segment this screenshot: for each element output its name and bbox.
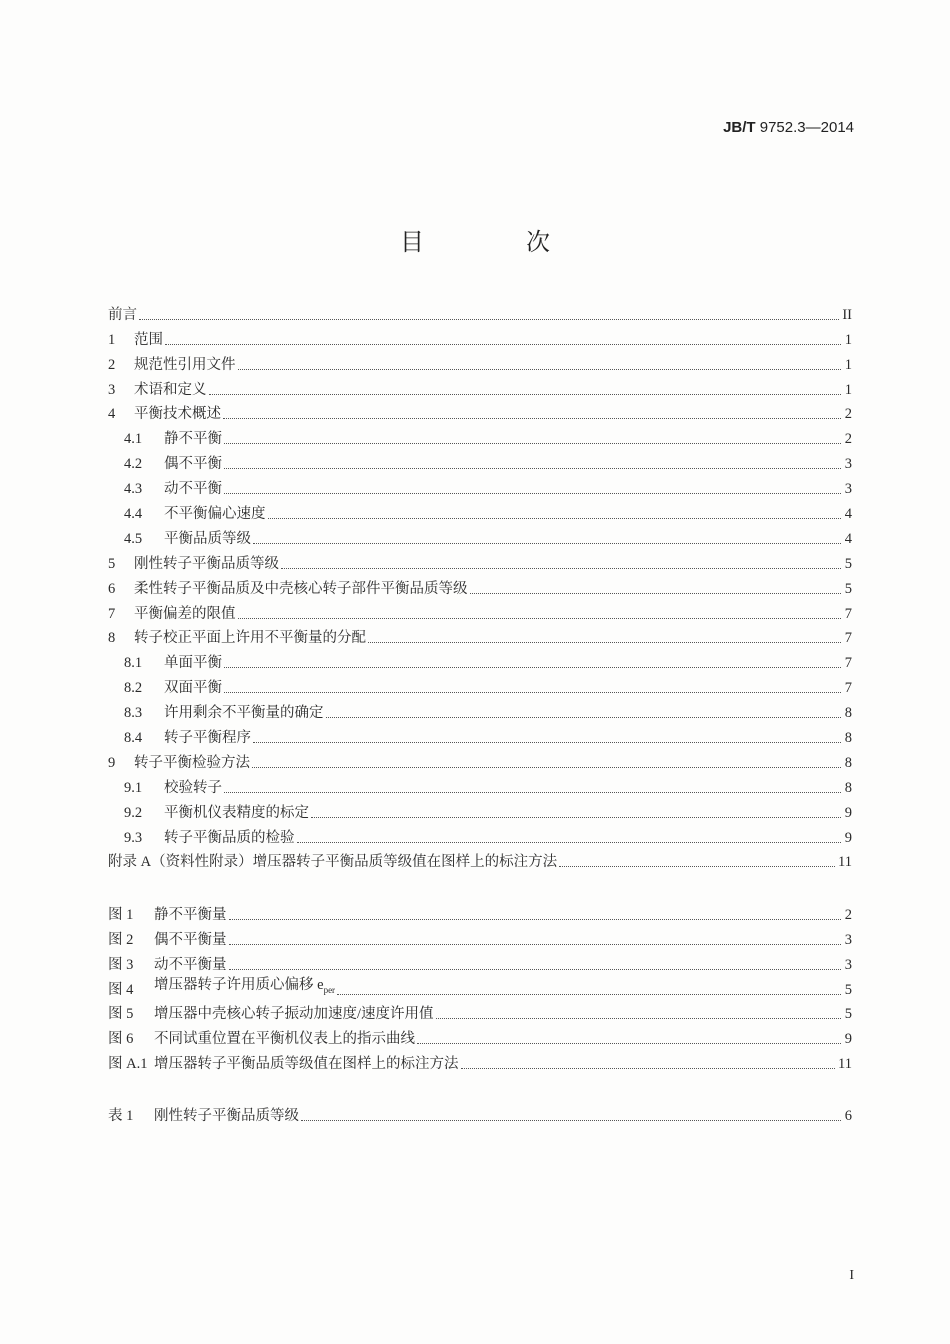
entry-page-number: 6 [844, 1107, 852, 1124]
standard-number [723, 119, 854, 136]
dot-leader [224, 493, 841, 494]
entry-label-text: 偶不平衡量 [154, 931, 227, 948]
dot-leader [417, 1043, 841, 1044]
entry-label [134, 405, 221, 423]
entry-label-text: 范围 [134, 331, 163, 348]
dot-leader [229, 919, 842, 920]
entry-label [164, 480, 222, 498]
dot-leader [238, 369, 842, 370]
dot-leader [326, 717, 842, 718]
entry-label [154, 1030, 415, 1048]
entry-label [164, 804, 309, 822]
figure-entry[interactable] [108, 899, 852, 924]
entry-label [154, 1055, 459, 1073]
entry-label [164, 455, 222, 473]
entry-label [154, 1005, 434, 1023]
entry-page-number: 2 [844, 431, 852, 448]
entry-number: 图 A.1 [108, 1056, 148, 1073]
entry-number: 4.4 [124, 506, 143, 523]
entry-label [164, 505, 266, 523]
entry-number: 图 4 [108, 981, 134, 998]
entry-page-number: 9 [844, 829, 852, 846]
toc-entry[interactable] [108, 523, 852, 548]
entry-page-number: 5 [844, 1006, 852, 1023]
entry-label-text: 转子平衡检验方法 [134, 754, 250, 771]
dot-leader [229, 969, 842, 970]
toc-entry[interactable] [108, 747, 852, 772]
standard-prefix: JB/T [723, 119, 756, 136]
entry-page-number: 9 [844, 1031, 852, 1048]
figure-entry[interactable] [108, 949, 852, 974]
entry-page-number: 8 [844, 779, 852, 796]
table-entry[interactable] [108, 1100, 852, 1125]
dot-leader [368, 642, 841, 643]
entry-page-number: 8 [844, 705, 852, 722]
entry-label-text: 校验转子 [164, 779, 222, 796]
entry-number: 图 5 [108, 1006, 134, 1023]
entry-number: 1 [108, 331, 116, 348]
dot-leader [436, 1018, 841, 1019]
dot-leader [252, 767, 841, 768]
entry-page-number: 11 [838, 854, 852, 871]
table-list [108, 1100, 852, 1125]
toc-list [108, 299, 852, 871]
entry-number: 9.2 [124, 804, 143, 821]
entry-page-number: 3 [844, 456, 852, 473]
entry-label-text: 双面平衡 [164, 680, 222, 697]
entry-page-number: 2 [844, 906, 852, 923]
entry-label-text: 刚性转子平衡品质等级 [134, 555, 279, 572]
entry-label-text: 增压器转子平衡品质等级值在图样上的标注方法 [154, 1056, 459, 1073]
dot-leader [139, 319, 839, 320]
entry-label-text: 附录 A（资料性附录）增压器转子平衡品质等级值在图样上的标注方法 [108, 854, 558, 871]
entry-number: 4.2 [124, 456, 143, 473]
entry-page-number: 8 [844, 754, 852, 771]
entry-page-number: 8 [844, 730, 852, 747]
entry-label [154, 906, 227, 924]
toc-entry[interactable] [108, 672, 852, 697]
entry-page-number: 11 [838, 1056, 852, 1073]
entry-label-text: 增压器中壳核心转子振动加速度/速度许用值 [154, 1006, 434, 1023]
entry-label [134, 754, 250, 772]
entry-label [164, 779, 222, 797]
entry-page-number: 3 [844, 931, 852, 948]
dot-leader [337, 994, 841, 995]
entry-label [134, 629, 366, 647]
toc-entry[interactable] [108, 498, 852, 523]
toc-entry[interactable] [108, 448, 852, 473]
entry-label-text: 不平衡偏心速度 [164, 506, 266, 523]
figure-entry[interactable] [108, 1023, 852, 1048]
entry-label [154, 931, 227, 949]
entry-label [134, 605, 236, 623]
figure-entry[interactable] [108, 999, 852, 1024]
entry-number: 图 6 [108, 1031, 134, 1048]
toc-entry[interactable] [108, 797, 852, 822]
entry-number: 4.3 [124, 481, 143, 498]
entry-label-text: 规范性引用文件 [134, 356, 236, 373]
entry-number: 8.1 [124, 655, 143, 672]
entry-label-text: 动不平衡量 [154, 956, 227, 973]
toc-entry[interactable] [108, 847, 852, 872]
entry-label-text: 平衡机仪表精度的标定 [164, 804, 309, 821]
entry-label [134, 331, 163, 349]
entry-label-text: 前言 [108, 306, 137, 323]
entry-label [134, 381, 207, 399]
toc-entry[interactable] [108, 349, 852, 374]
entry-page-number: 5 [844, 555, 852, 572]
entry-number: 8 [108, 630, 116, 647]
entry-number: 3 [108, 381, 116, 398]
toc-entry[interactable] [108, 598, 852, 623]
entry-page-number: 7 [844, 680, 852, 697]
dot-leader [301, 1120, 841, 1121]
entry-page-number: 1 [844, 331, 852, 348]
dot-leader [224, 468, 841, 469]
entry-page-number: 7 [844, 605, 852, 622]
dot-leader [559, 866, 835, 867]
dot-leader [253, 543, 841, 544]
toc-entry[interactable] [108, 299, 852, 324]
toc-entry[interactable] [108, 324, 852, 349]
entry-label-text: 增压器转子许用质心偏移 e [154, 976, 324, 993]
dot-leader [297, 842, 842, 843]
entry-number: 6 [108, 580, 116, 597]
entry-page-number: 9 [844, 804, 852, 821]
entry-label [164, 430, 222, 448]
entry-page-number: 5 [844, 981, 852, 998]
entry-label [134, 555, 279, 573]
entry-label-subscript: per [323, 984, 336, 995]
entry-label-text: 静不平衡 [164, 431, 222, 448]
entry-page-number: 3 [844, 956, 852, 973]
toc-entry[interactable] [108, 573, 852, 598]
toc-entry[interactable] [108, 822, 852, 847]
entry-page-number: II [842, 306, 852, 323]
entry-number: 9 [108, 754, 116, 771]
entry-label-text: 单面平衡 [164, 655, 222, 672]
page-title: 目 次 [400, 230, 598, 256]
entry-number: 4.5 [124, 530, 143, 547]
entry-label-text: 静不平衡量 [154, 906, 227, 923]
entry-label [164, 829, 295, 847]
figure-list [108, 899, 852, 1073]
dot-leader [223, 418, 841, 419]
dot-leader [311, 817, 841, 818]
entry-page-number: 4 [844, 530, 852, 547]
toc-entry[interactable] [108, 548, 852, 573]
entry-number: 8.2 [124, 680, 143, 697]
entry-number: 9.1 [124, 779, 143, 796]
toc-entry[interactable] [108, 697, 852, 722]
dot-leader [229, 944, 842, 945]
toc-entry[interactable] [108, 374, 852, 399]
entry-page-number: 3 [844, 481, 852, 498]
figure-entry[interactable] [108, 924, 852, 949]
entry-label [108, 853, 557, 871]
entry-label-text: 平衡技术概述 [134, 406, 221, 423]
entry-number: 9.3 [124, 829, 143, 846]
toc-entry[interactable] [108, 473, 852, 498]
entry-number: 7 [108, 605, 116, 622]
entry-number: 4.1 [124, 431, 143, 448]
entry-label [154, 1107, 299, 1125]
entry-label [164, 679, 222, 697]
entry-label [164, 704, 324, 722]
dot-leader [238, 618, 842, 619]
entry-page-number: 2 [844, 406, 852, 423]
dot-leader [281, 568, 841, 569]
entry-label-text: 刚性转子平衡品质等级 [154, 1107, 299, 1124]
entry-label [164, 729, 251, 747]
entry-number: 8.4 [124, 730, 143, 747]
entry-number: 图 3 [108, 956, 134, 973]
entry-label [108, 306, 137, 324]
entry-label [134, 356, 236, 374]
entry-label-text: 平衡偏差的限值 [134, 605, 236, 622]
entry-number: 2 [108, 356, 116, 373]
toc-entry[interactable] [108, 423, 852, 448]
figure-entry[interactable] [108, 974, 852, 999]
entry-label-text: 转子校正平面上许用不平衡量的分配 [134, 630, 366, 647]
entry-number: 8.3 [124, 705, 143, 722]
entry-label-text: 术语和定义 [134, 381, 207, 398]
entry-number: 图 2 [108, 931, 134, 948]
dot-leader [461, 1068, 836, 1069]
entry-label [154, 956, 227, 974]
entry-label-text: 平衡品质等级 [164, 530, 251, 547]
entry-page-number: 5 [844, 580, 852, 597]
entry-page-number: 1 [844, 381, 852, 398]
dot-leader [224, 667, 841, 668]
entry-label-text: 柔性转子平衡品质及中壳核心转子部件平衡品质等级 [134, 580, 468, 597]
entry-number: 图 1 [108, 906, 134, 923]
entry-label-text: 不同试重位置在平衡机仪表上的指示曲线 [154, 1031, 415, 1048]
toc-entry[interactable] [108, 647, 852, 672]
dot-leader [224, 792, 841, 793]
dot-leader [209, 394, 842, 395]
dot-leader [165, 344, 841, 345]
page-number: I [849, 1268, 854, 1283]
dot-leader [268, 518, 842, 519]
entry-label [154, 976, 335, 999]
toc-entry[interactable] [108, 623, 852, 648]
figure-entry[interactable] [108, 1048, 852, 1073]
entry-label-text: 转子平衡程序 [164, 730, 251, 747]
entry-label [164, 654, 222, 672]
standard-code: 9752.3—2014 [759, 119, 854, 136]
toc-entry[interactable] [108, 399, 852, 424]
toc-entry[interactable] [108, 722, 852, 747]
entry-label-text: 许用剩余不平衡量的确定 [164, 705, 324, 722]
dot-leader [470, 593, 842, 594]
entry-page-number: 4 [844, 506, 852, 523]
dot-leader [224, 443, 841, 444]
toc-entry[interactable] [108, 772, 852, 797]
entry-number: 5 [108, 555, 116, 572]
entry-label-text: 动不平衡 [164, 481, 222, 498]
dot-leader [224, 692, 841, 693]
entry-label [164, 530, 251, 548]
entry-label-text: 转子平衡品质的检验 [164, 829, 295, 846]
entry-page-number: 7 [844, 655, 852, 672]
entry-label-text: 偶不平衡 [164, 456, 222, 473]
entry-page-number: 7 [844, 630, 852, 647]
entry-page-number: 1 [844, 356, 852, 373]
dot-leader [253, 742, 841, 743]
entry-number: 表 1 [108, 1107, 134, 1124]
entry-label [134, 580, 468, 598]
entry-number: 4 [108, 406, 116, 423]
